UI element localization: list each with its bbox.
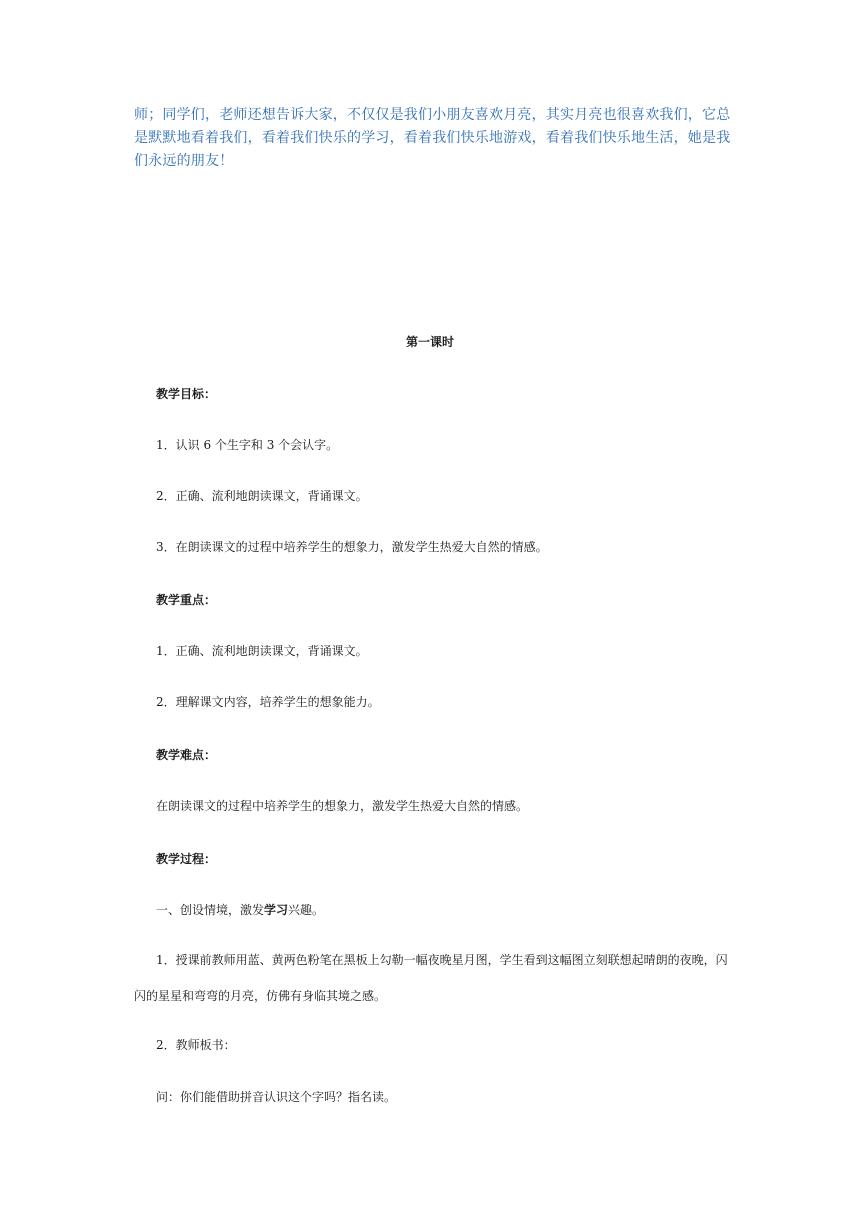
step1-suffix: 兴趣。 — [288, 903, 325, 917]
step1-prefix: 一、创设情境，激发 — [156, 903, 265, 917]
difficulties-text: 在朗读课文的过程中培养学生的想象力，激发学生热爱大自然的情感。 — [156, 799, 529, 813]
goal-item: 1．认识 6 个生字和 3 个会认字。 — [156, 438, 339, 452]
process-item-2: 2．教师板书： — [156, 1038, 236, 1052]
intro-paragraph: 师；同学们，老师还想告诉大家，不仅仅是我们小朋友喜欢月亮，其实月亮也很喜欢我们，它总是默默地看着我们，看着我们快乐的学习，看着我们快乐地游戏，看着我们快乐地生活，她是我们永远的朋友！ — [134, 107, 731, 169]
goal-item: 2．正确、流利地朗读课文，背诵课文。 — [156, 489, 368, 503]
key-points-heading: 教学重点： — [156, 593, 217, 607]
key-point-item: 1．正确、流利地朗读课文，背诵课文。 — [156, 644, 368, 658]
goals-heading: 教学目标： — [156, 387, 217, 401]
process-heading: 教学过程： — [156, 852, 217, 866]
key-point-item: 2．理解课文内容，培养学生的想象能力。 — [156, 695, 380, 709]
step1-bold: 学习 — [264, 903, 289, 917]
process-step-1 — [0, 901, 860, 918]
goal-item: 3．在朗读课文的过程中培养学生的想象力，激发学生热爱大自然的情感。 — [156, 540, 548, 554]
process-item-1: 1．授课前教师用蓝、黄两色粉笔在黑板上勾勒一幅夜晚星月图，学生看到这幅图立刻联想起晴朗的夜晚，闪闪的星星和弯弯的月亮，仿佛有身临其境之感。 — [134, 953, 728, 1003]
difficulties-heading: 教学难点： — [156, 748, 217, 762]
lesson-title: 第一课时 — [405, 335, 454, 349]
process-question: 问：你们能借助拼音认识这个字吗？指名读。 — [156, 1090, 397, 1104]
